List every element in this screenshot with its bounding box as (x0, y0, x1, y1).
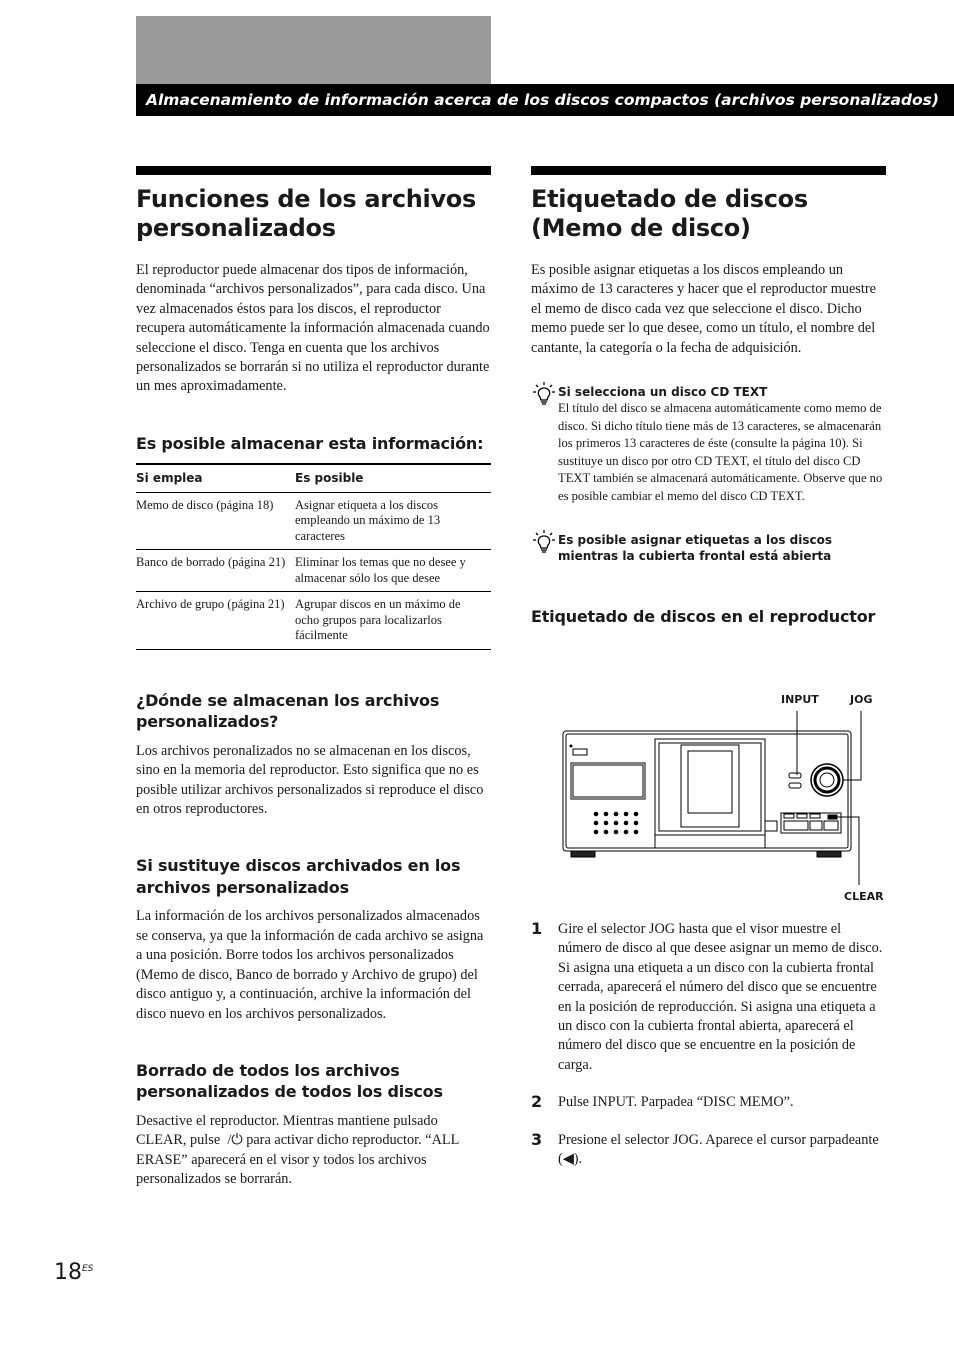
step-3 (531, 1131, 886, 1170)
table-cell: Memo de disco (página 18) (136, 492, 295, 550)
cd-player-diagram (531, 689, 886, 909)
left-title: Funciones de los archivos personalizados (136, 185, 476, 242)
right-title: Etiquetado de discos (Memo de disco) (531, 185, 808, 242)
step-text: Gire el selector JOG hasta que el visor muestre el número de disco al que desee asignar un memo de disco. Si asigna una etiqueta a un disco con la cubierta frontal cerrada, aparecerá el número del disco que se encuentre en la posición de reproducción. Si asigna una etiqueta a un disco con la cubierta frontal abierta, aparecerá el número del disco que se encuentre en la posición de carga. (558, 921, 883, 1073)
lightbulb-icon (533, 529, 555, 555)
section-heading: ¿Dónde se almacenan los archivos personalizados? (136, 690, 440, 732)
step-2 (531, 1093, 886, 1112)
label-input: INPUT (781, 693, 819, 706)
table-cell: Banco de borrado (página 21) (136, 550, 295, 592)
right-column (531, 166, 886, 628)
section-text: Los archivos peronalizados no se almacenan en los discos, sino en la memoria del reproductor. Esto significa que no es posible utilizar archivos personalizados si reproduce el disco en otros reproductores. (136, 742, 484, 818)
table-row (136, 592, 491, 650)
table-cell: Archivo de grupo (página 21) (136, 592, 295, 650)
step-number: 1 (531, 919, 543, 938)
language-code: ES (82, 1264, 94, 1274)
section-replace-discs (136, 855, 491, 1023)
tip-title: Es posible asignar etiquetas a los discos mientras la cubierta frontal está abierta (558, 532, 833, 563)
tip-title: Si selecciona un disco CD TEXT (558, 385, 768, 400)
table-heading: Es posible almacenar esta información: (136, 433, 484, 453)
section-heading: Borrado de todos los archivos personalizados de todos los discos (136, 1060, 443, 1102)
table-cell: Eliminar los temas que no desee y almacenar sólo los que desee (295, 550, 491, 592)
section-erase-all (136, 1060, 491, 1190)
labeling-steps (531, 920, 886, 1187)
section-where-stored (136, 690, 491, 820)
section-text: La información de los archivos personalizados almacenados se conserva, ya que la información de cada archivo se asigna a una posición. Borre todos los archivos personalizados (Memo de disco, Banco de borrado y Archivo de grupo) del disco antiguo y, a continuación, archive la información del disco nuevo en los archivos personalizados. (136, 908, 484, 1022)
label-jog: JOG (850, 693, 873, 706)
label-clear: CLEAR (844, 890, 884, 903)
table-cell: Asignar etiqueta a los discos empleando un máximo de 13 caracteres (295, 492, 491, 550)
title-rule (531, 166, 886, 175)
header-gray-tab (136, 16, 491, 84)
table-row (136, 550, 491, 592)
left-intro: El reproductor puede almacenar dos tipos de información, denominada “archivos personalizados”, para cada disco. Una vez almacenados éstos para los discos, el reproductor recupera automáticamente la información almacenada cuando seleccione el disco. Tenga en cuenta que los archivos personalizados se borrarán si no utiliza el reproductor durante un mes aproximadamente. (136, 262, 490, 395)
step-number: 3 (531, 1129, 543, 1149)
info-table (136, 463, 491, 650)
table-header-cell: Es posible (295, 464, 491, 493)
lightbulb-icon (533, 381, 555, 407)
step-text: Pulse INPUT. Parpadea “DISC MEMO”. (558, 1094, 794, 1111)
step-text: Presione el selector JOG. Aparece el cursor parpadeante (◀). (558, 1131, 879, 1168)
tip-front-cover (531, 532, 886, 564)
title-rule (136, 166, 491, 175)
left-column (136, 166, 491, 1190)
table-header-cell: Si emplea (136, 464, 295, 493)
page-number (54, 1260, 93, 1285)
right-intro: Es posible asignar etiquetas a los discos empleando un máximo de 13 caracteres y hacer que el reproductor muestre el memo de disco cada vez que seleccione el disco. Dicho memo puede ser lo que desee, como un título, el nombre del cantante, la categoría o la fecha de adquisición. (531, 262, 876, 356)
table-row (136, 492, 491, 550)
subheading-labeling: Etiquetado de discos en el reproductor (531, 606, 876, 626)
section-text: Desactive el reproductor. Mientras mantiene pulsado CLEAR, pulse ⁠ /⏻ para activar dicho reproductor. “ALL ERASE” aparecerá en el visor y todos los archivos personalizados se borrarán. (136, 1112, 459, 1188)
table-cell: Agrupar discos en un máximo de ocho grupos para localizarlos fácilmente (295, 592, 491, 650)
tip-text: El título del disco se almacena automáticamente como memo de disco. Si dicho título tiene más de 13 caracteres, se almacenarán los primeros 13 caracteres de éste (consulte la página 10). Si sustituye un disco por otro CD TEXT, el título del disco CD TEXT también se almacenará automáticamente. Observe que no es posible cambiar el memo del disco CD TEXT. (558, 401, 883, 503)
tip-cd-text (531, 384, 886, 506)
step-number: 2 (531, 1092, 543, 1112)
section-banner: Almacenamiento de información acerca de los discos compactos (archivos personalizados) (136, 84, 954, 116)
step-1 (531, 920, 886, 1075)
page-number-value: 18 (54, 1260, 82, 1285)
cd-player-illustration (531, 689, 886, 909)
section-heading: Si sustituye discos archivados en los archivos personalizados (136, 856, 461, 897)
